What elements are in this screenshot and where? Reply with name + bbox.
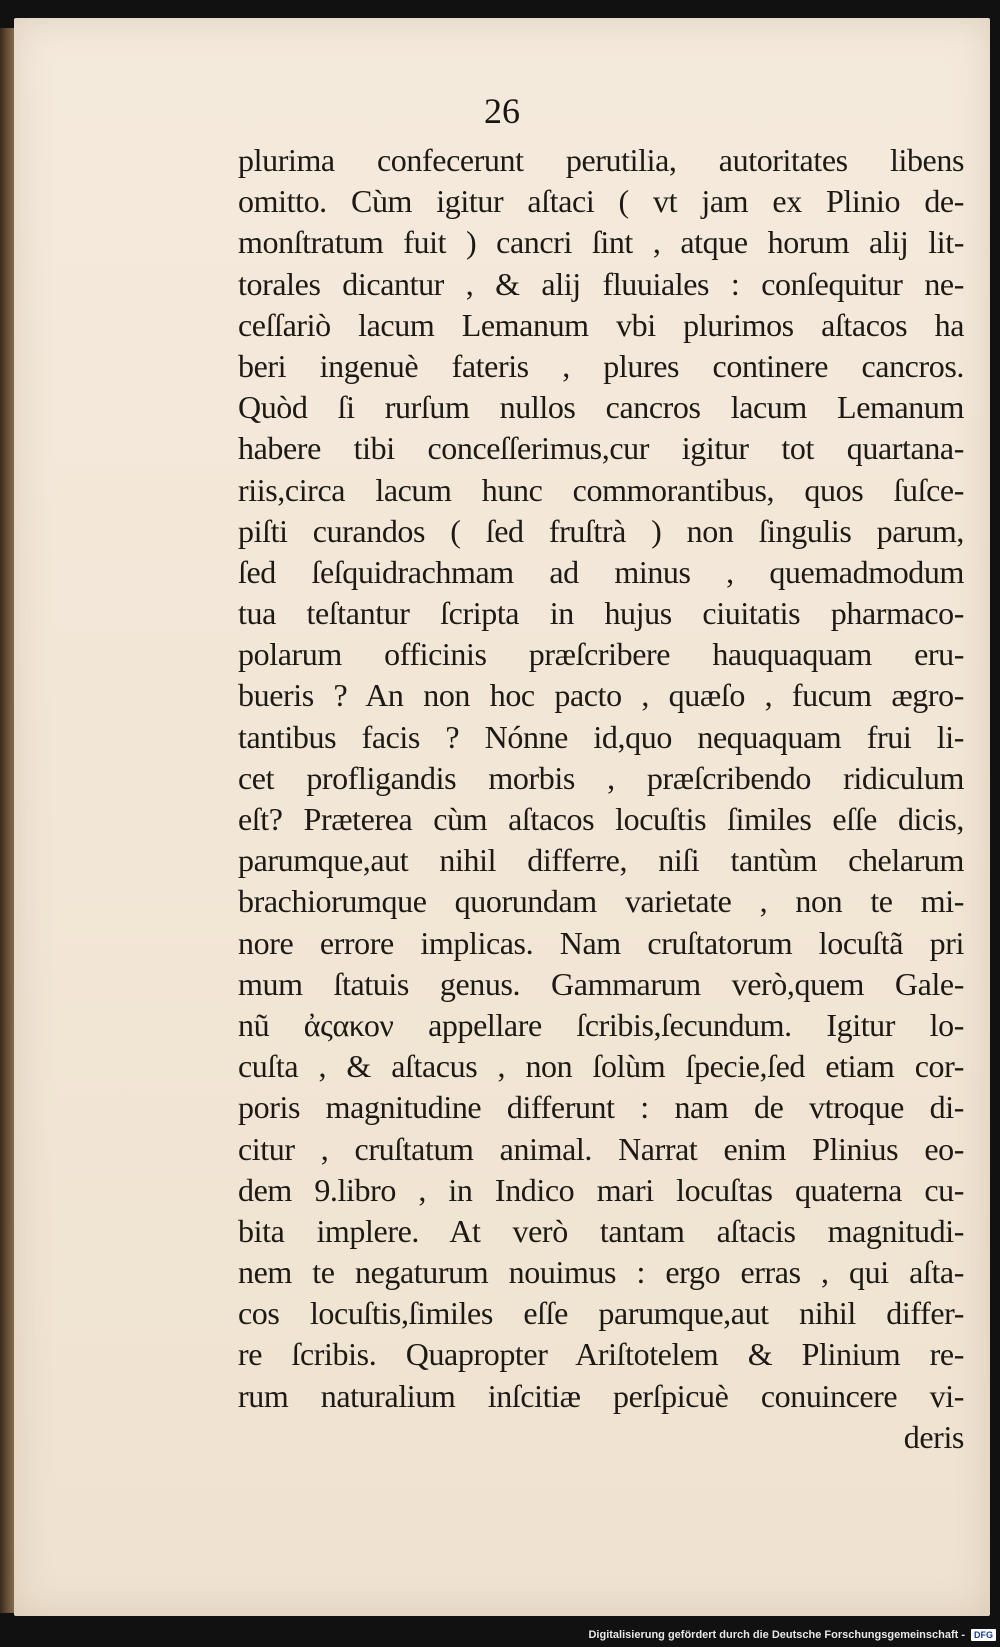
text-line: cos locuſtis,ſimiles eſſe parumque,aut nihil differ- (238, 1295, 964, 1332)
text-line: plurima confecerunt perutilia, autoritates libens (238, 142, 964, 178)
dfg-logo: DFG (971, 1629, 996, 1641)
text-line: mum ſtatuis genus. Gammarum verò,quem Gale- (238, 965, 964, 1002)
text-line: poris magnitudine differunt : nam de vtroque di- (238, 1089, 964, 1126)
text-line: dem 9.libro , in Indico mari locuſtas quaterna cu- (238, 1171, 964, 1208)
text-line: cet profligandis morbis , præſcribendo ridiculum (238, 759, 964, 796)
text-line: nũ ἀςακον appellare ſcribis,ſecundum. Igitur lo- (238, 1006, 964, 1043)
text-line: torales dicantur , & alij fluuiales : conſequitur ne- (238, 265, 964, 302)
text-line: rum naturalium inſcitiæ perſpicuè conuincere vi- (238, 1377, 964, 1414)
text-line: riis,circa lacum hunc commorantibus, quos ſuſce- (238, 471, 964, 508)
text-line: re ſcribis. Quapropter Ariſtotelem & Plinium re- (238, 1336, 964, 1373)
text-line: polarum officinis præſcribere hauquaquam eru- (238, 636, 964, 673)
text-line: brachiorumque quorundam varietate , non te mi- (238, 883, 964, 920)
page-text (238, 140, 964, 1458)
text-line: nore errore implicas. Nam cruſtatorum locuſtã pri (238, 924, 964, 961)
book-page (14, 18, 990, 1616)
text-line: monſtratum fuit ) cancri ſint , atque horum alij lit- (238, 224, 964, 261)
text-line: cuſta , & aſtacus , non ſolùm ſpecie,ſed etiam cor- (238, 1048, 964, 1085)
text-line: piſti curandos ( ſed fruſtrà ) non ſingulis parum, (238, 512, 964, 549)
footer-text: Digitalisierung gefördert durch die Deutsche Forschungsgemeinschaft - (588, 1629, 965, 1641)
text-line: bueris ? An non hoc pacto , quæſo , fucum ægro- (238, 677, 964, 714)
text-line: eſt? Præterea cùm aſtacos locuſtis ſimiles eſſe dicis, (238, 801, 964, 837)
text-line: tua teſtantur ſcripta in hujus ciuitatis pharmaco- (238, 595, 964, 632)
text-line: deris (903, 1418, 964, 1455)
text-line: ſed ſeſquidrachmam ad minus , quemadmodum (238, 553, 964, 590)
text-line: beri ingenuè fateris , plures continere cancros. (238, 347, 964, 384)
text-line: nem te negaturum nouimus : ergo erras , qui aſta- (238, 1254, 964, 1291)
text-line: ceſſariò lacum Lemanum vbi plurimos aſtacos ha (238, 306, 964, 343)
text-line: bita implere. At verò tantam aſtacis magnitudi- (238, 1212, 964, 1249)
footer-credit (588, 1624, 996, 1646)
text-line: tantibus facis ? Nónne id,quo nequaquam frui li- (238, 718, 964, 755)
text-line: omitto. Cùm igitur aſtaci ( vt jam ex Plinio de- (238, 183, 964, 220)
page-number: 26 (484, 91, 520, 131)
text-line: habere tibi conceſſerimus,cur igitur tot quartana- (238, 430, 964, 467)
text-line: parumque,aut nihil differre, niſi tantùm chelarum (238, 842, 964, 879)
text-line: Quòd ſi rurſum nullos cancros lacum Lemanum (238, 389, 964, 426)
text-line: citur , cruſtatum animal. Narrat enim Plinius eo- (238, 1130, 964, 1167)
